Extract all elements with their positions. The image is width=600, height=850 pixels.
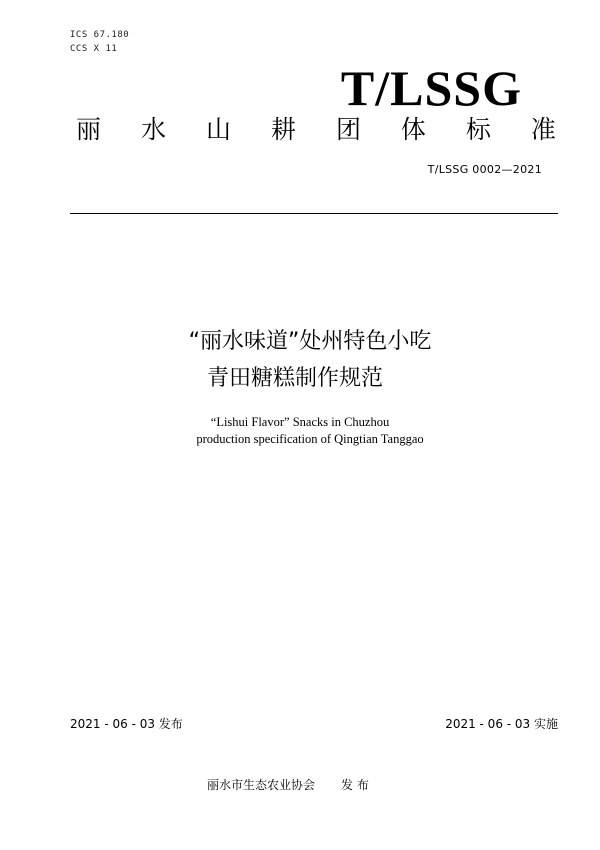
org-standard-char: 丽 xyxy=(76,115,102,144)
ccs-code: CCS X 11 xyxy=(70,44,118,54)
org-standard-char: 耕 xyxy=(270,115,296,144)
org-standard-char: 体 xyxy=(400,115,426,144)
publisher-action: 发 布 xyxy=(341,778,369,792)
english-title-line-1: “Lishui Flavor” Snacks in Chuzhou xyxy=(210,415,390,429)
org-standard-char: 水 xyxy=(140,115,166,144)
header-divider xyxy=(70,213,558,214)
english-title-line-2: production specification of Qingtian Tanggao xyxy=(196,432,424,446)
org-standard-char: 团 xyxy=(335,115,361,144)
publisher-name: 丽水市生态农业协会 xyxy=(207,778,316,792)
chinese-title-line-2: 青田糖糕制作规范 xyxy=(206,366,383,391)
ics-code: ICS 67.180 xyxy=(70,30,130,40)
standard-number: T/LSSG 0002—2021 xyxy=(427,163,542,176)
implementation-date: 2021 - 06 - 03 实施 xyxy=(445,717,558,731)
issue-date: 2021 - 06 - 03 发布 xyxy=(70,717,183,731)
org-standard-char: 准 xyxy=(530,115,556,144)
org-standard-char: 山 xyxy=(205,115,231,144)
org-standard-char: 标 xyxy=(465,115,491,144)
publisher-line xyxy=(207,777,369,793)
standard-logo: T/LSSG xyxy=(340,60,522,116)
organization-standard-title xyxy=(76,113,556,147)
chinese-title-line-1: “丽水味道”处州特色小吃 xyxy=(188,329,432,354)
